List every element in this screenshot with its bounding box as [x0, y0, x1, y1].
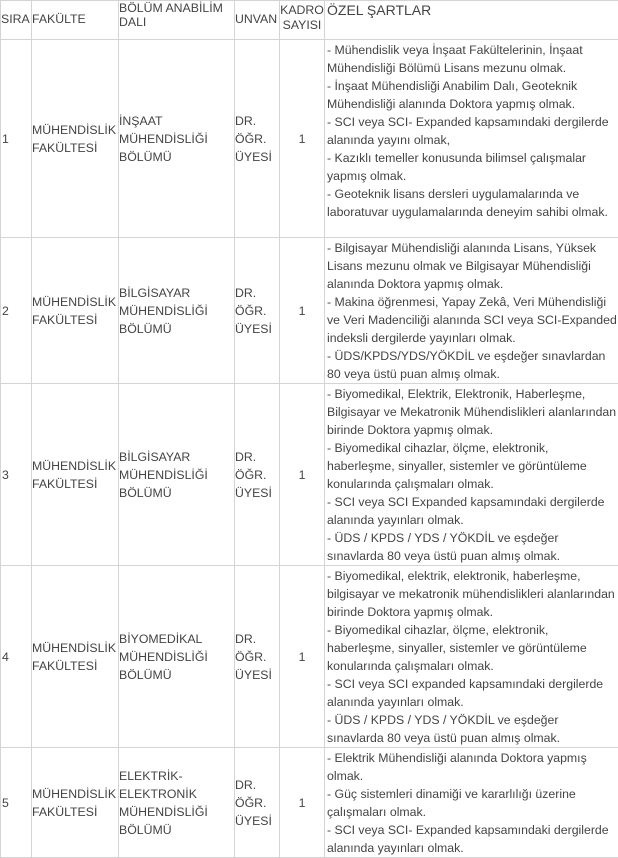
requirement-item: - Geoteknik lisans dersleri uygulamalarında ve laboratuvar uygulamalarında deneyim sahibi olmak.: [327, 185, 618, 221]
cell-unvan: DR. ÖĞR. ÜYESİ: [235, 748, 280, 858]
cell-sira: 2: [1, 238, 32, 384]
cell-fakulte: MÜHENDİSLİK FAKÜLTESİ: [32, 384, 119, 566]
requirement-item: - ÜDS/KPDS/YDS/YÖKDİL ve eşdeğer sınavlardan 80 veya üstü puan almış olmak.: [327, 347, 618, 383]
requirement-item: - Biyomedikal cihazlar, ölçme, elektronik, haberleşme, sinyaller, sistemler ve görüntüleme konularında çalışmaları olmak.: [327, 621, 618, 675]
header-row: [1, 1, 618, 40]
cell-kadro: 1: [280, 566, 325, 748]
header-sira: SIRA: [1, 1, 32, 40]
cell-unvan: DR. ÖĞR. ÜYESİ: [235, 40, 280, 238]
header-unvan: UNVAN: [235, 1, 280, 40]
requirement-item: - ÜDS / KPDS / YDS / YÖKDİL ve eşdeğer sınavlarda 80 veya üstü puan almış olmak.: [327, 711, 618, 747]
cell-bolum: BİLGİSAYAR MÜHENDİSLİĞİ BÖLÜMÜ: [119, 238, 235, 384]
cell-kadro: 1: [280, 748, 325, 858]
header-ozel-sartlar: ÖZEL ŞARTLAR: [325, 1, 618, 40]
cell-ozel-sartlar: [325, 238, 618, 384]
requirement-item: - Biyomedikal, elektrik, elektronik, haberleşme, bilgisayar ve mekatronik mühendislikleri alanlarından birinde Doktora yapmış olmak.: [327, 567, 618, 621]
table-row: [1, 566, 618, 748]
header-kadro: KADRO SAYISI: [280, 1, 325, 40]
cell-ozel-sartlar: [325, 384, 618, 566]
requirement-item: - Mühendislik veya İnşaat Fakültelerinin, İnşaat Mühendisliği Bölümü Lisans mezunu olmak.: [327, 41, 618, 77]
cell-kadro: 1: [280, 238, 325, 384]
requirement-item: - SCI veya SCI- Expanded kapsamındaki dergilerde alanında yayınları olmak.: [327, 821, 618, 857]
cell-sira: 5: [1, 748, 32, 858]
cell-sira: 1: [1, 40, 32, 238]
requirement-item: - SCI veya SCI Expanded kapsamındaki dergilerde alanında yayınları olmak.: [327, 493, 618, 529]
cell-bolum: BİLGİSAYAR MÜHENDİSLİĞİ BÖLÜMÜ: [119, 384, 235, 566]
requirement-item: - SCI veya SCI expanded kapsamındaki dergilerde alanında yayınları olmak.: [327, 675, 618, 711]
header-fakulte: FAKÜLTE: [32, 1, 119, 40]
table-row: [1, 40, 618, 238]
cell-ozel-sartlar: [325, 40, 618, 238]
cell-unvan: DR. ÖĞR. ÜYESİ: [235, 238, 280, 384]
cell-fakulte: MÜHENDİSLİK FAKÜLTESİ: [32, 238, 119, 384]
requirement-item: - Biyomedikal cihazlar, ölçme, elektronik, haberleşme, sinyaller, sistemler ve görüntüleme konularında çalışmaları olmak.: [327, 439, 618, 493]
requirement-item: - Güç sistemleri dinamiği ve kararlılığı üzerine çalışmaları olmak.: [327, 785, 618, 821]
cell-bolum: ELEKTRİK-ELEKTRONİK MÜHENDİSLİĞİ BÖLÜMÜ: [119, 748, 235, 858]
requirement-item: - ÜDS / KPDS / YDS / YÖKDİL ve eşdeğer sınavlarda 80 veya üstü puan almış olmak.: [327, 529, 618, 565]
cell-unvan: DR. ÖĞR. ÜYESİ: [235, 566, 280, 748]
cell-bolum: BİYOMEDİKAL MÜHENDİSLİĞİ BÖLÜMÜ: [119, 566, 235, 748]
requirement-item: - Elektrik Mühendisliği alanında Doktora yapmış olmak.: [327, 749, 618, 785]
cell-sira: 4: [1, 566, 32, 748]
requirement-item: - Makina öğrenmesi, Yapay Zekâ, Veri Mühendisliği ve Veri Madenciliği alanında SCI veya SCI-Expanded indeksli dergilerde yayınları olmak.: [327, 293, 618, 347]
requirement-item: - Biyomedikal, Elektrik, Elektronik, Haberleşme, Bilgisayar ve Mekatronik Mühendislikleri alanlarından birinde Doktora yapmış olmak.: [327, 385, 618, 439]
cell-kadro: 1: [280, 40, 325, 238]
requirement-item: - Kazıklı temeller konusunda bilimsel çalışmalar yapmış olmak.: [327, 149, 618, 185]
requirement-item: - İnşaat Mühendisliği Anabilim Dalı, Geoteknik Mühendisliği alanında Doktora yapmış olmak.: [327, 77, 618, 113]
table-row: [1, 238, 618, 384]
header-bolum: BÖLÜM ANABİLİM DALI: [119, 1, 235, 40]
cell-bolum: İNŞAAT MÜHENDİSLİĞİ BÖLÜMÜ: [119, 40, 235, 238]
cell-ozel-sartlar: [325, 566, 618, 748]
requirement-item: - SCI veya SCI- Expanded kapsamındaki dergilerde alanında yayını olmak,: [327, 113, 618, 149]
cell-kadro: 1: [280, 384, 325, 566]
table-row: [1, 748, 618, 858]
cell-sira: 3: [1, 384, 32, 566]
cell-unvan: DR. ÖĞR. ÜYESİ: [235, 384, 280, 566]
cell-fakulte: MÜHENDİSLİK FAKÜLTESİ: [32, 566, 119, 748]
requirement-item: - Bilgisayar Mühendisliği alanında Lisans, Yüksek Lisans mezunu olmak ve Bilgisayar Mühendisliği alanında Doktora yapmış olmak.: [327, 239, 618, 293]
cell-fakulte: MÜHENDİSLİK FAKÜLTESİ: [32, 748, 119, 858]
cell-fakulte: MÜHENDİSLİK FAKÜLTESİ: [32, 40, 119, 238]
table-row: [1, 384, 618, 566]
cell-ozel-sartlar: [325, 748, 618, 858]
